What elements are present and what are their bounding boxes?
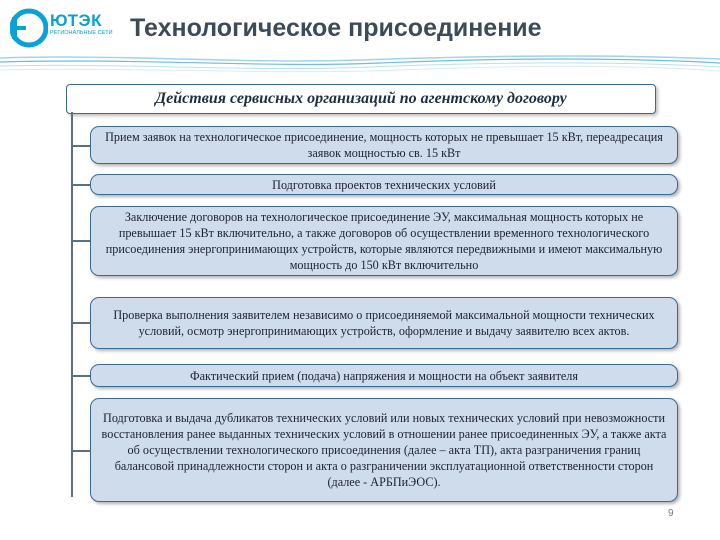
page-number: 9 <box>668 508 674 519</box>
step-box: Заключение договоров на технологическое присоединение ЭУ, максимальная мощность которых не превышает 15 кВт включительно, а также договоров об осуществлении временного технологического присоединения энергопринимающих устройств, которые являются передвижными и имеют максимальную мощность до 150 кВт включительно <box>90 206 678 276</box>
connector-branch <box>71 375 90 377</box>
connector-branch <box>71 322 90 324</box>
connector-branch <box>71 450 90 452</box>
company-logo <box>10 8 120 48</box>
decorative-wave-band <box>0 52 720 78</box>
logo-subtitle: РЕГИОНАЛЬНЫЕ СЕТИ <box>50 30 113 36</box>
logo-name: ЮТЭК <box>50 11 102 30</box>
step-box: Фактический прием (подача) напряжения и мощности на объект заявителя <box>90 364 678 387</box>
step-box: Подготовка и выдача дубликатов технических условий или новых технических условий при невозможности восстановления ранее выданных технических условий в отношении ранее присоединенных ЭУ, а также акта об осуществлении технологического присоединения (далее – акта ТП), акта разграничения границ балансовой принадлежности сторон и акта о разграничении эксплуатационной ответственности сторон (далее - АРБПиЭОС). <box>90 398 678 502</box>
connector-branch <box>71 145 90 147</box>
step-box: Прием заявок на технологическое присоединение, мощность которых не превышает 15 кВт, переадресация заявок мощностью св. 15 кВт <box>90 126 678 164</box>
connector-vertical <box>71 112 73 497</box>
connector-branch <box>71 240 90 242</box>
step-box: Проверка выполнения заявителем независимо о присоединяемой максимальной мощности технических условий, осмотр энергопринимающих устройств, оформление и выдачу заявителю всех актов. <box>90 297 678 349</box>
connector-branch <box>71 184 90 186</box>
diagram-root-box: Действия сервисных организаций по агентскому договору <box>66 84 656 114</box>
logo-mark-icon <box>10 8 48 48</box>
page-title: Технологическое присоединение <box>130 14 542 42</box>
step-box: Подготовка проектов технических условий <box>90 174 678 195</box>
